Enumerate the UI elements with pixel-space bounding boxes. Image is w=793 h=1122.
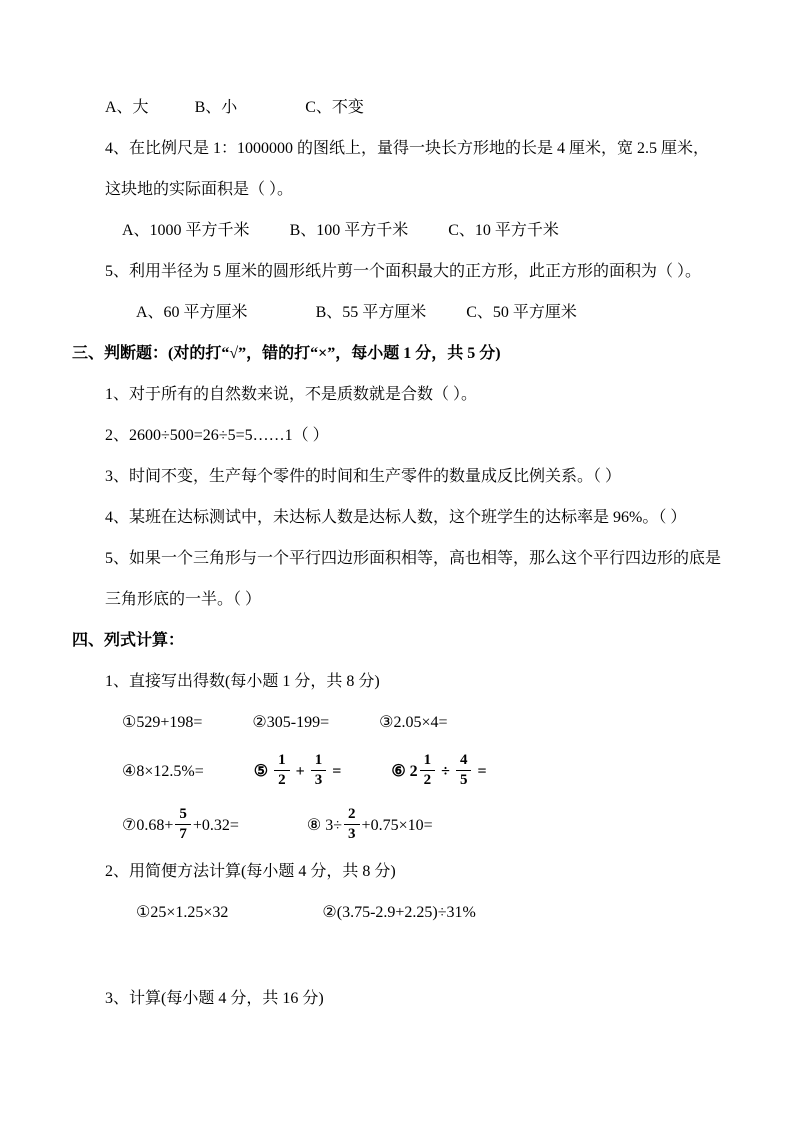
fraction-denominator: 2	[423, 771, 432, 788]
q3-option-b: B、小	[194, 99, 238, 116]
calc-item-3: ③2.05×4=	[379, 714, 448, 731]
q5-line1: 5、利用半径为 5 厘米的圆形纸片剪一个面积最大的正方形，此正方形的面积为（ ）。	[105, 263, 702, 280]
fraction-denominator: 3	[314, 771, 323, 788]
circle-8-label: ⑧	[306, 817, 322, 834]
calc-row-1	[122, 711, 737, 735]
calc-row-3	[122, 806, 737, 846]
circle-5-label: ⑤	[253, 763, 269, 780]
equals-sign: =	[477, 763, 487, 780]
q4-line1: 4、在比例尺是 1：1000000 的图纸上，量得一块长方形地的长是 4 厘米，宽 2.5 厘米，	[105, 140, 710, 157]
simplify-row	[136, 901, 737, 925]
section4-sub3-title: 3、计算(每小题 4 分，共 16 分)	[105, 990, 324, 1007]
fraction-1-3	[311, 752, 327, 788]
calc-item-8-suffix: +0.75×10=	[361, 817, 433, 834]
q3-options-row	[105, 96, 737, 120]
whole-number: 2	[409, 763, 418, 780]
fraction-denominator: 2	[278, 771, 286, 788]
circle-6-label: ⑥	[391, 763, 406, 780]
q4-line2: 这块地的实际面积是（ ）。	[105, 181, 294, 198]
section3-item2: 2、2600÷500=26÷5=5……1（ ）	[105, 427, 329, 444]
calc-item-4: ④8×12.5%=	[122, 763, 204, 780]
fraction-denominator: 7	[179, 825, 187, 842]
simplify-item-2: ②(3.75-2.9+2.25)÷31%	[322, 904, 476, 921]
fraction-denominator: 3	[348, 825, 356, 842]
section3-item4: 4、某班在达标测试中，未达标人数是达标人数，这个班学生的达标率是 96%。（ ）	[105, 509, 687, 526]
fraction-numerator: 2	[344, 806, 360, 825]
q4-option-c: C、10 平方千米	[448, 222, 559, 239]
fraction-numerator: 1	[274, 752, 290, 771]
fraction-numerator: 1	[311, 752, 327, 771]
plus-sign: +	[295, 763, 305, 780]
section4-sub2-title: 2、用简便方法计算(每小题 4 分，共 8 分)	[105, 863, 396, 880]
calc-item-5	[253, 752, 346, 788]
calc-item-7-prefix: ⑦0.68+	[122, 817, 174, 834]
fraction-2-3	[344, 806, 360, 842]
section3-item5-line2: 三角形底的一半。（ ）	[105, 591, 262, 608]
section4-title: 四、列式计算：	[72, 632, 185, 649]
calc-row-2	[122, 752, 737, 792]
calc-item-7-suffix: +0.32=	[192, 817, 239, 834]
fraction-denominator: 5	[459, 771, 468, 788]
section3-item1: 1、对于所有的自然数来说，不是质数就是合数（ ）。	[105, 386, 478, 403]
q5-options-row	[136, 301, 737, 325]
fraction-1-2	[274, 752, 290, 788]
fraction-numerator: 4	[456, 752, 472, 771]
calc-item-1: ①529+198=	[122, 714, 203, 731]
section3-title: 三、判断题：(对的打“√”，错的打“×”，每小题 1 分，共 5 分)	[72, 345, 501, 362]
fraction-numerator: 1	[420, 752, 436, 771]
calc-item-8	[306, 806, 433, 842]
q3-option-c: C、不变	[305, 99, 364, 116]
section4-sub1-title: 1、直接写出得数(每小题 1 分，共 8 分)	[105, 673, 380, 690]
divide-sign: ÷	[441, 763, 450, 780]
calc-item-2: ②305-199=	[252, 714, 330, 731]
fraction-4-5	[456, 752, 472, 788]
q4-option-b: B、100 平方千米	[289, 222, 409, 239]
section3-item3: 3、时间不变，生产每个零件的时间和生产零件的数量成反比例关系。（ ）	[105, 468, 622, 485]
section3-item5-line1: 5、如果一个三角形与一个平行四边形面积相等，高也相等，那么这个平行四边形的底是	[105, 550, 722, 567]
q4-options-row	[122, 219, 737, 243]
calc-item-8-prefix: 3÷	[325, 817, 343, 834]
fraction-1-2	[420, 752, 436, 788]
fraction-5-7	[175, 806, 191, 842]
q5-option-a: A、60 平方厘米	[136, 304, 248, 321]
equals-sign: =	[332, 763, 342, 780]
q4-option-a: A、1000 平方千米	[122, 222, 250, 239]
q3-option-a: A、大	[105, 99, 149, 116]
q5-option-b: B、55 平方厘米	[315, 304, 427, 321]
calc-item-6	[391, 752, 487, 788]
calc-item-7	[122, 806, 243, 842]
fraction-numerator: 5	[175, 806, 191, 825]
q5-option-c: C、50 平方厘米	[466, 304, 577, 321]
simplify-item-1: ①25×1.25×32	[136, 904, 229, 921]
